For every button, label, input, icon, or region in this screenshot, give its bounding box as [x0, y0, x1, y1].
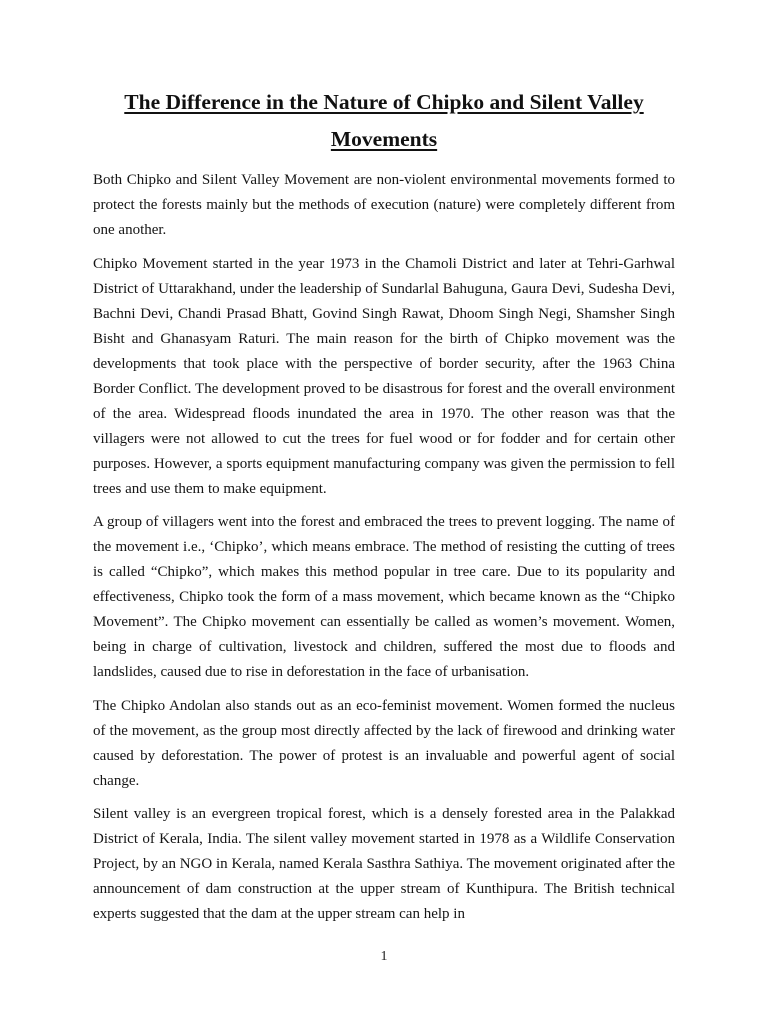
- document-title: The Difference in the Nature of Chipko and Silent Valley Movements: [124, 90, 644, 151]
- paragraph-eco-feminism: The Chipko Andolan also stands out as an eco-feminist movement. Women formed the nucleus of the movement, as the group most directly affected by the lack of firewood and drinking water caused by deforestation. The power of protest is an invaluable and powerful agent of social change.: [93, 697, 675, 789]
- paragraph-chipko-method: A group of villagers went into the forest and embraced the trees to prevent logging. The name of the movement i.e., ‘Chipko’, which means embrace. The method of resisting the cutting of trees is called “Chipko”, which makes this method popular in tree care. Due to its popularity and effectiveness, Chipko took the form of a mass movement, which became known as the “Chipko Movement”. The Chipko movement can essentially be called as women’s movement. Women, being in charge of cultivation, livestock and children, suffered the most due to floods and landslides, caused due to rise in deforestation in the face of urbanisation.: [93, 514, 675, 680]
- page-number: 1: [380, 949, 388, 964]
- document-body: [93, 168, 675, 936]
- paragraph-intro: Both Chipko and Silent Valley Movement are non-violent environmental movements formed to protect the forests mainly but the methods of execution (nature) were completely different from one another.: [93, 172, 675, 238]
- paragraph-silent-valley: Silent valley is an evergreen tropical forest, which is a densely forested area in the Palakkad District of Kerala, India. The silent valley movement started in 1978 as a Wildlife Conservation Project, by an NGO in Kerala, named Kerala Sasthra Sathiya. The movement originated after the announcement of dam construction at the upper stream of Kunthipura. The British technical experts suggested that the dam at the upper stream can help in: [93, 806, 675, 922]
- paragraph-chipko-origin: Chipko Movement started in the year 1973 in the Chamoli District and later at Tehri-Garhwal District of Uttarakhand, under the leadership of Sundarlal Bahuguna, Gaura Devi, Sudesha Devi, Bachni Devi, Chandi Prasad Bhatt, Govind Singh Rawat, Dhoom Singh Negi, Shamsher Singh Bisht and Ghanasyam Raturi. The main reason for the birth of Chipko movement was the developments that took place with the perspective of border security, after the 1963 China Border Conflict. The development proved to be disastrous for forest and the overall environment of the area. Widespread floods inundated the area in 1970. The other reason was that the villagers were not allowed to cut the trees for fuel wood or for fodder and for certain other purposes. However, a sports equipment manufacturing company was given the permission to fell trees and use them to make equipment.: [93, 255, 675, 497]
